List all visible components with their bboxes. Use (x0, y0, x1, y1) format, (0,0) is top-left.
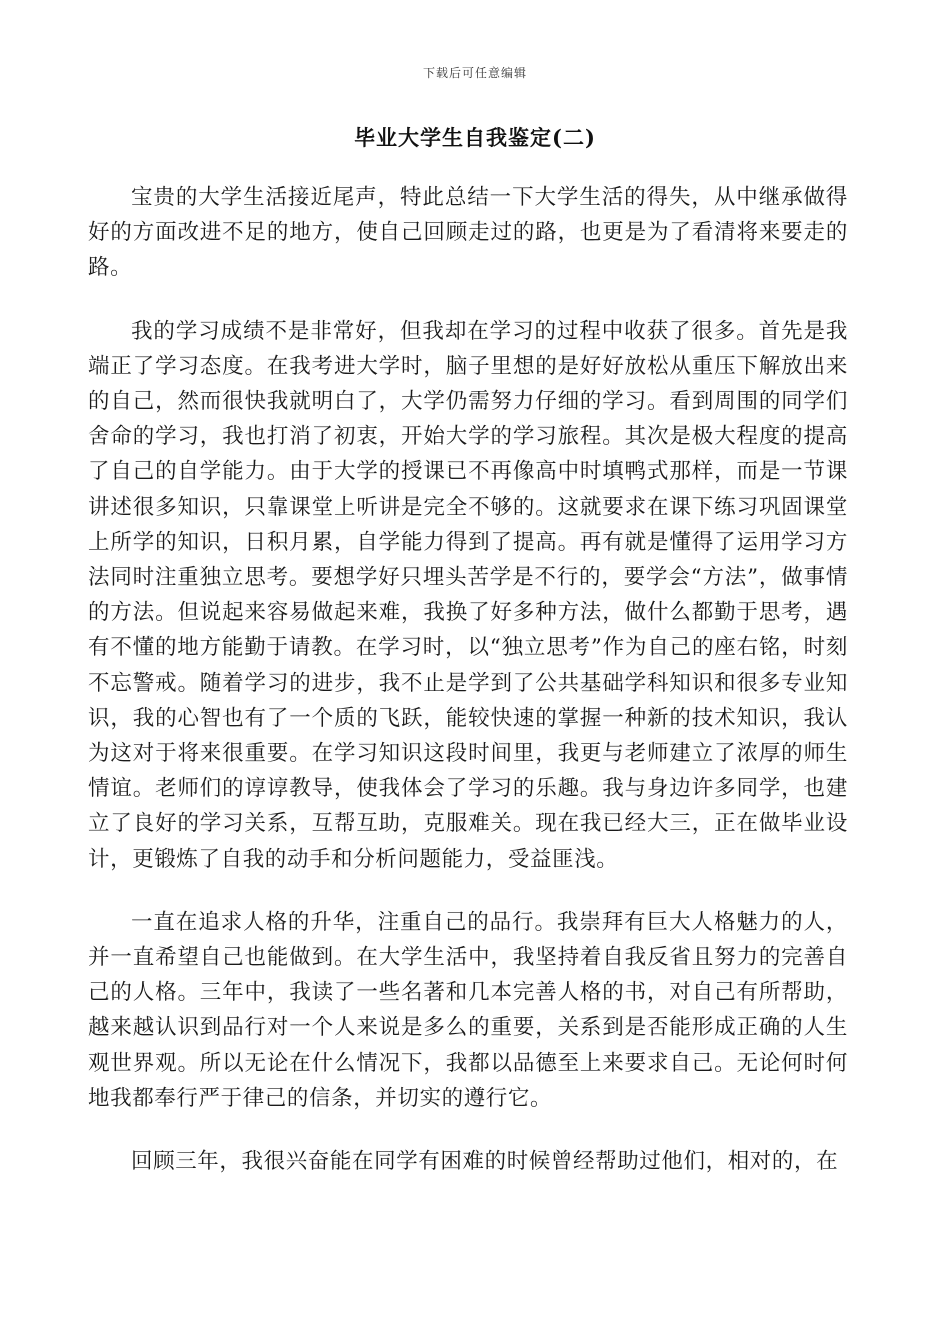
document-title: 毕业大学生自我鉴定(二) (354, 125, 596, 150)
paragraph: 宝贵的大学生活接近尾声，特此总结一下大学生活的得失，从中继承做得好的方面改进不足的地方，使自己回顾走过的路，也更是为了看清将来要走的路。 (88, 185, 848, 281)
paragraph: 回顾三年，我很兴奋能在同学有困难的时候曾经帮助过他们，相对的，在 (131, 1149, 839, 1175)
paragraph: 一直在追求人格的升华，注重自己的品行。我崇拜有巨大人格魅力的人，并一直希望自己也能做到。在大学生活中，我坚持着自我反省且努力的完善自己的人格。三年中，我读了一些名著和几本完善人格的书，对自己有所帮助，越来越认识到品行对一个人来说是多么的重要，关系到是否能形成正确的人生观世界观。所以无论在什么情况下，我都以品德至上来要求自己。无论何时何地我都奉行严于律己的信条，并切实的遵行它。 (88, 909, 848, 1111)
header-note: 下载后可任意编辑 (422, 66, 527, 80)
document-body (88, 180, 848, 1207)
paragraph: 我的学习成绩不是非常好，但我却在学习的过程中收获了很多。首先是我端正了学习态度。在我考进大学时，脑子里想的是好好放松从重压下解放出来的自己，然而很快我就明白了，大学仍需努力仔细的学习。看到周围的同学们舍命的学习，我也打消了初衷，开始大学的学习旅程。其次是极大程度的提高了自己的自学能力。由于大学的授课已不再像高中时填鸭式那样，而是一节课讲述很多知识，只靠课堂上听讲是完全不够的。这就要求在课下练习巩固课堂上所学的知识，日积月累，自学能力得到了提高。再有就是懂得了运用学习方法同时注重独立思考。要想学好只埋头苦学是不行的，要学会“方法”，做事情的方法。但说起来容易做起来难，我换了好多种方法，做什么都勤于思考，遇有不懂的地方能勤于请教。在学习时，以“独立思考”作为自己的座右铭，时刻不忘警戒。随着学习的进步，我不止是学到了公共基础学科知识和很多专业知识，我的心智也有了一个质的飞跃，能较快速的掌握一种新的技术知识，我认为这对于将来很重要。在学习知识这段时间里，我更与老师建立了浓厚的师生情谊。老师们的谆谆教导，使我体会了学习的乐趣。我与身边许多同学，也建立了良好的学习关系，互帮互助，克服难关。现在我已经大三，正在做毕业设计，更锻炼了自我的动手和分析问题能力，受益匪浅。 (88, 318, 848, 872)
